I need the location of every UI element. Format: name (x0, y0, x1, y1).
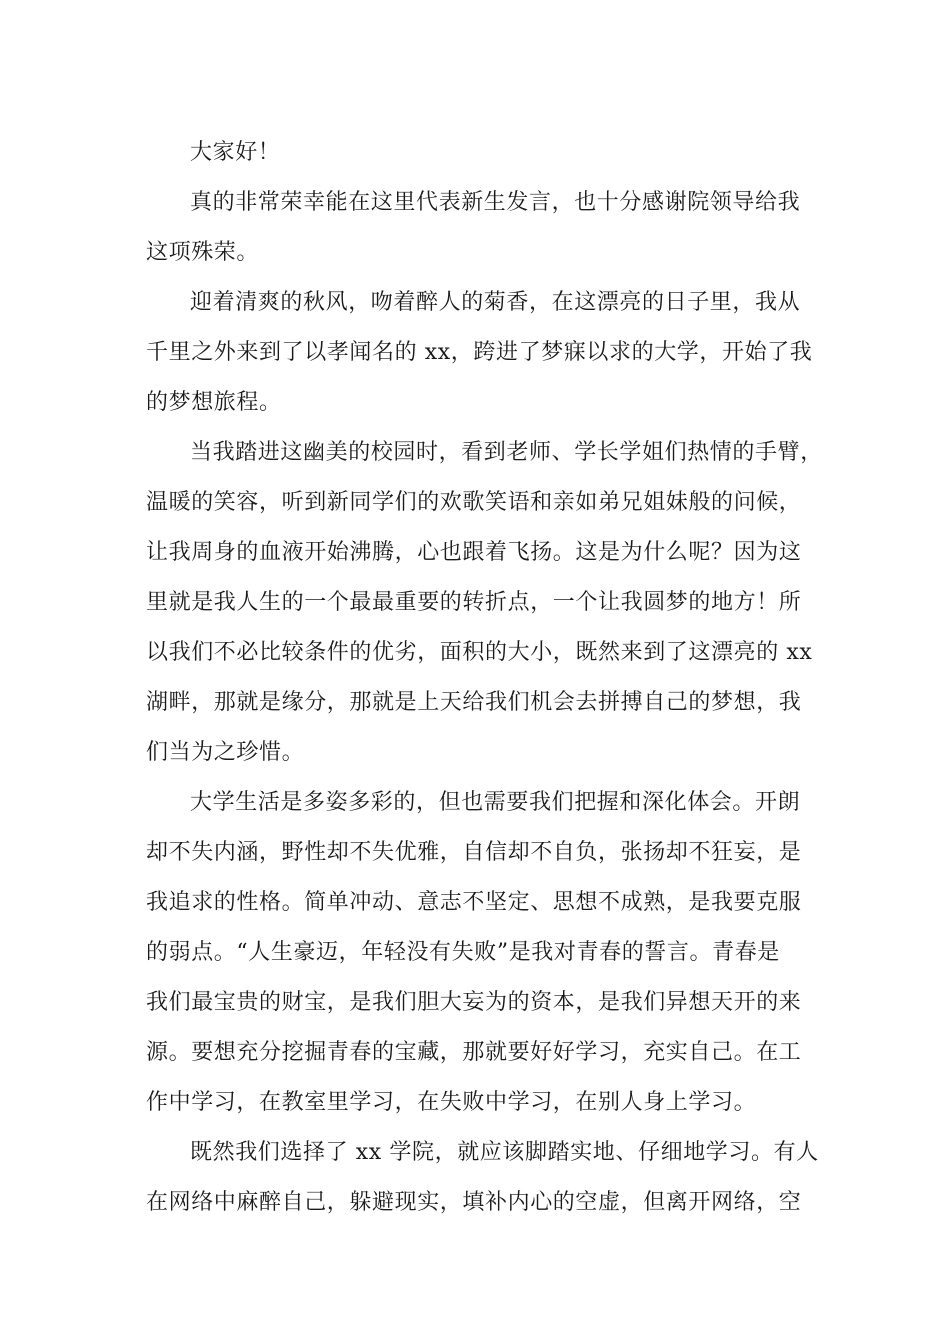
text-line: 大家好！ (190, 140, 281, 165)
paragraph-college-life (146, 778, 818, 1128)
text-line: 让我周身的血液开始沸腾，心也跟着飞扬。这是为什么呢？因为这 (146, 540, 802, 565)
text-line: 却不失内涵，野性却不失优雅，自信却不自负，张扬却不狂妄，是 (146, 840, 802, 865)
text-line: 作中学习，在教室里学习，在失败中学习，在别人身上学习。 (146, 1090, 757, 1115)
text-line: 在网络中麻醉自己，躲避现实，填补内心的空虚，但离开网络，空 (146, 1190, 802, 1215)
text-line: 千里之外来到了以孝闻名的 xx，跨进了梦寐以求的大学，开始了我 (146, 340, 813, 365)
paragraph-greeting (146, 128, 818, 178)
text-line: 这项殊荣。 (146, 240, 260, 265)
paragraph-honor (146, 178, 818, 278)
text-line: 真的非常荣幸能在这里代表新生发言，也十分感谢院领导给我 (190, 190, 801, 215)
text-line: 们当为之珍惜。 (146, 740, 305, 765)
text-line: 温暖的笑容，听到新同学们的欢歌笑语和亲如弟兄姐妹般的问候， (146, 490, 802, 515)
paragraph-campus (146, 428, 823, 778)
text-line: 我们最宝贵的财宝，是我们胆大妄为的资本，是我们异想天开的来 (146, 990, 802, 1015)
text-line: 源。要想充分挖掘青春的宝藏，那就要好好学习，充实自己。在工 (146, 1040, 802, 1065)
paragraph-arrival (146, 278, 818, 428)
text-line: 大学生活是多姿多彩的，但也需要我们把握和深化体会。开朗 (190, 790, 801, 815)
text-line: 里就是我人生的一个最最重要的转折点，一个让我圆梦的地方！所 (146, 590, 802, 615)
text-line: 我追求的性格。简单冲动、意志不坚定、思想不成熟，是我要克服 (146, 890, 802, 915)
text-line: 当我踏进这幽美的校园时，看到老师、学长学姐们热情的手臂， (190, 440, 823, 465)
text-line: 的弱点。“人生豪迈，年轻没有失败”是我对青春的誓言。青春是 (146, 940, 780, 965)
text-line: 的梦想旅程。 (146, 390, 282, 415)
text-line: 以我们不必比较条件的优劣，面积的大小，既然来到了这漂亮的 xx (146, 640, 813, 665)
document-body (146, 128, 823, 1228)
text-line: 迎着清爽的秋风，吻着醉人的菊香，在这漂亮的日子里，我从 (190, 290, 801, 315)
text-line: 既然我们选择了 xx 学院，就应该脚踏实地、仔细地学习。有人 (190, 1140, 819, 1165)
text-line: 湖畔，那就是缘分，那就是上天给我们机会去拼搏自己的梦想，我 (146, 690, 802, 715)
paragraph-study (146, 1128, 818, 1228)
